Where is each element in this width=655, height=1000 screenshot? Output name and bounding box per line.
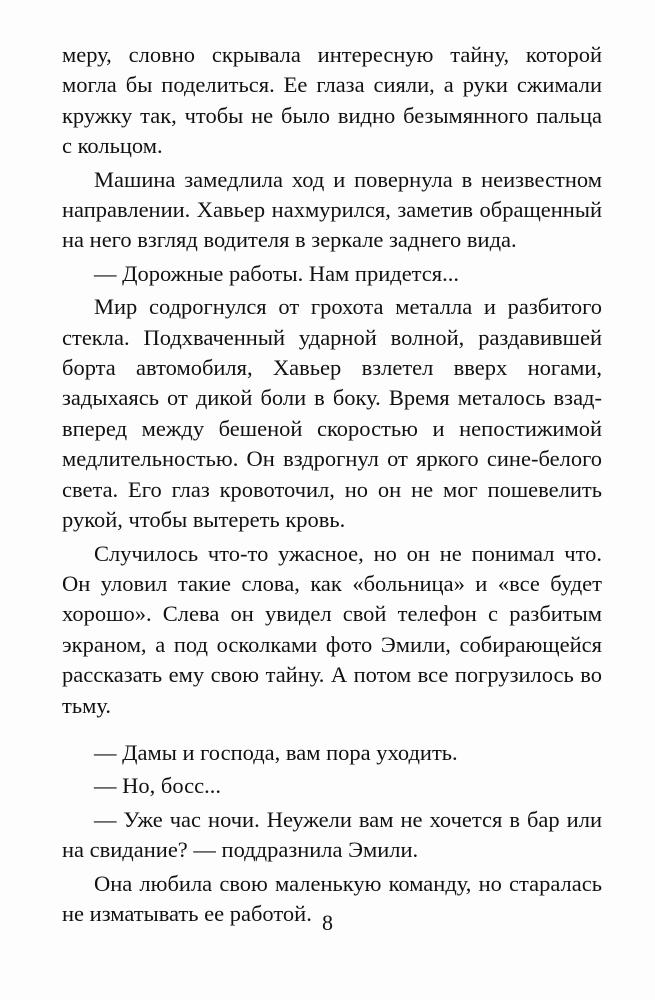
text-section-bottom bbox=[62, 738, 602, 929]
paragraph-2: Машина замедлила ход и повернула в неизвестном направлении. Хавьер нахмурился, заметив обращенный на него взгляд водителя в зеркале заднего вида. bbox=[62, 166, 602, 253]
text-section-top bbox=[62, 40, 602, 721]
paragraph-3: — Дорожные работы. Нам придется... bbox=[94, 260, 459, 286]
page-number: 8 bbox=[322, 910, 333, 935]
paragraph-6: — Дамы и господа, вам пора уходить. bbox=[94, 740, 458, 765]
paragraph-8: — Уже час ночи. Неужели вам не хочется в бар или на свидание? — поддразнила Эмили. bbox=[62, 806, 602, 863]
paragraph-4: Мир содрогнулся от грохота металла и разбитого стекла. Подхваченный ударной волной, раздавившей борта автомобиля, Хавьер взлетел вверх ногами, задыхаясь от дикой боли в боку. Время металось взад-вперед между бешеной скоростью и непостижимой медлительностью. Он вздрогнул от яркого сине-белого света. Его глаз кровоточил, но он не мог пошевелить рукой, чтобы вытереть кровь. bbox=[62, 294, 602, 533]
paragraph-1: меру, словно скрывала интересную тайну, которой могла бы поделиться. Ее глаза сияли, а руки сжимали кружку так, чтобы не было видно безымянного пальца с кольцом. bbox=[62, 42, 602, 159]
paragraph-7: — Но, босс... bbox=[94, 773, 221, 799]
paragraph-9: Она любила свою маленькую команду, но старалась не изматывать ее работой. bbox=[62, 870, 602, 927]
paragraph-5: Случилось что-то ужасное, но он не понимал что. Он уловил такие слова, как «больница» и «все будет хорошо». Слева он увидел свой телефон с разбитым экраном, а под осколками фото Эмили, собирающейся рассказать ему свою тайну. А потом все погрузилось во тьму. bbox=[62, 540, 602, 718]
